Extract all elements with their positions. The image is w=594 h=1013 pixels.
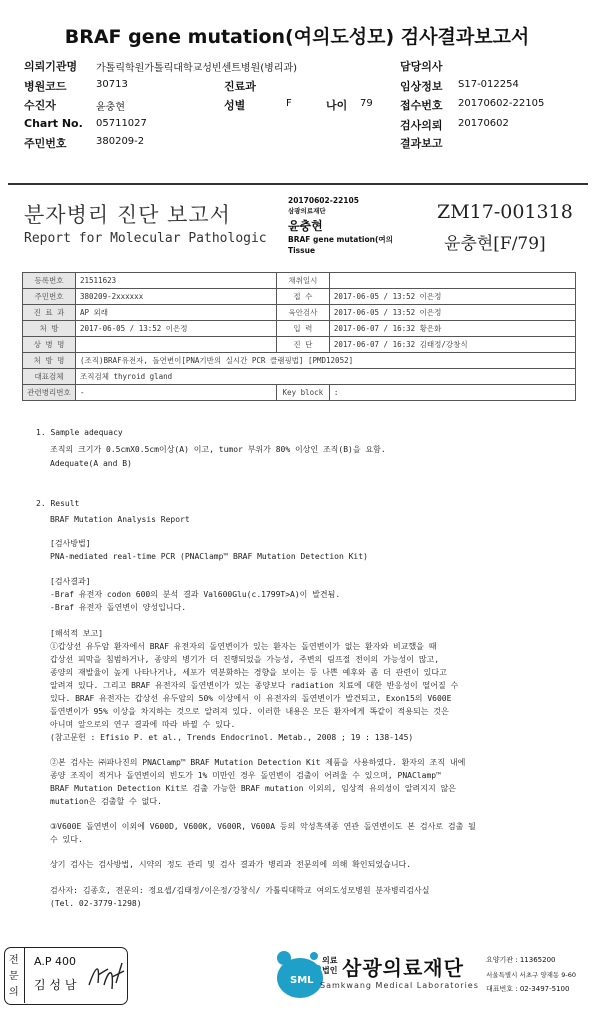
table-cell: 2017-06-05 / 13:52 이은정	[76, 321, 277, 337]
body-line: 갑상선 피막을 침범하거나, 종양의 병기가 더 진행되었을 가능성, 주변의 림프절 전이의 가능성이 많고,	[50, 655, 440, 664]
header-value: 20170602	[458, 118, 509, 129]
table-cell: :	[329, 385, 575, 401]
body-line: 수 있다.	[50, 835, 83, 844]
table-row	[23, 353, 576, 369]
header-label: 성별	[224, 99, 246, 112]
subsection-heading: [검사방법]	[50, 539, 91, 548]
subsection-heading: [검사결과]	[50, 577, 91, 586]
body-line: ①갑상선 유두암 환자에서 BRAF 유전자의 돌연변이가 있는 환자는 돌연변이가 없는 환자와 비교했을 때	[50, 642, 437, 651]
table-row	[23, 337, 576, 353]
table-cell: 2017-06-07 / 16:32 황은화	[329, 321, 575, 337]
header-label: 임상정보	[400, 80, 443, 93]
stamp-side-char: 문	[9, 971, 19, 982]
stamp-side-char: 의	[9, 987, 19, 998]
body-line: 상기 검사는 검사방법, 시약의 정도 관리 및 검사 결과가 병리과 전문의에 의해 확인되었습니다.	[50, 860, 412, 869]
body-line: -Braf 유전자 돌연변이 양성입니다.	[50, 603, 187, 612]
table-label: Key block	[276, 385, 329, 401]
sticker-line: 윤충현	[288, 219, 323, 233]
zm-number: ZM17-001318	[437, 201, 573, 223]
table-label: 진 료 과	[23, 305, 76, 321]
header-label: 결과보고	[400, 137, 443, 150]
header-value: 05711027	[96, 118, 147, 129]
header-value: 가톨릭학원가톨릭대학교성빈센트병원(병리과)	[96, 63, 298, 74]
header-label: 접수번호	[400, 99, 443, 112]
body-line: BRAF Mutation Detection Kit로 검출 가능한 BRAF mutation 이외의, 임상적 유의성이 알려지지 않은	[50, 784, 457, 793]
patient-info-table	[22, 272, 576, 401]
header-label: 의뢰기관명	[24, 60, 78, 73]
header-value: F	[286, 98, 292, 109]
header-value: S17-012254	[458, 79, 519, 90]
table-cell: 380209-2xxxxxx	[76, 289, 277, 305]
header-label: 검사의뢰	[400, 119, 443, 132]
body-line: BRAF Mutation Analysis Report	[50, 515, 190, 524]
report-header-title: BRAF gene mutation(여의도성모) 검사결과보고서	[64, 26, 530, 48]
org-prefix: 법인	[322, 966, 338, 975]
body-line: 종양의 재발율이 높게 나타나거나, 세포가 역분화하는 경향을 보이는 등 나쁜 예후와 좀 더 관련이 있다고	[50, 668, 447, 677]
header-label: 병원코드	[24, 80, 67, 93]
body-line: ②본 검사는 ㈜파나진의 PNAClamp™ BRAF Mutation Detection Kit 제품을 사용하였다. 환자의 조직 내에	[50, 758, 466, 767]
table-label: 등록번호	[23, 273, 76, 289]
report-title-english: Report for Molecular Pathologic	[24, 231, 267, 246]
table-cell: AP 외래	[76, 305, 277, 321]
table-label: 채취일시	[276, 273, 329, 289]
header-value: 윤충현	[96, 102, 125, 113]
header-value: 380209-2	[96, 136, 145, 147]
table-label: 상 병 명	[23, 337, 76, 353]
table-row	[23, 321, 576, 337]
sticker-line: 삼광의료재단	[288, 207, 326, 215]
examiner-line: 검사자: 김종호, 전문의: 정요셉/김태정/이은정/강창식/ 가톨릭대학교 여의도성모병원 분자병리검사실	[50, 886, 430, 895]
org-address: 서울특별시 서초구 양재동 9-60	[486, 971, 577, 979]
patient-tag: 윤충현[F/79]	[444, 234, 546, 254]
table-cell	[76, 337, 277, 353]
header-label: 수진자	[24, 99, 56, 112]
table-cell: 2017-06-07 / 16:32 김태정/강창식	[329, 337, 575, 353]
header-label: 담당의사	[400, 60, 443, 73]
table-label: 처 방	[23, 321, 76, 337]
body-line: -Braf 유전자 codon 600의 분석 결과 Val600Glu(c.1799T>A)이 발견됨.	[50, 590, 341, 599]
body-line: 돌연변이가 95% 이상을 차지하는 것으로 알려져 있다. 이러한 내용은 모든 환자에게 똑같이 적용되는 것은	[50, 707, 449, 716]
table-row	[23, 385, 576, 401]
table-label: 입 력	[276, 321, 329, 337]
header-value: 20170602-22105	[458, 98, 545, 109]
table-cell: 2017-06-05 / 13:52 이은정	[329, 289, 575, 305]
body-line: mutation은 검출할 수 없다.	[50, 797, 162, 806]
header-label: 나이	[326, 99, 348, 112]
body-line: 조직의 크기가 0.5cmX0.5cm이상(A) 이고, tumor 부위가 80% 이상인 조직(B)을 요함.	[50, 445, 386, 454]
table-label: 접 수	[276, 289, 329, 305]
org-registration: 요양기관 : 11365200	[486, 956, 556, 964]
org-prefix: 의료	[322, 956, 338, 965]
stamp-side-char: 전	[9, 955, 19, 966]
stamp-code: A.P 400	[34, 955, 76, 968]
body-line: (참고문헌 : Efisio P. et al., Trends Endocrinol. Metab., 2008 ; 19 : 138-145)	[50, 733, 414, 742]
table-row	[23, 289, 576, 305]
table-row	[23, 369, 576, 385]
header-label: 진료과	[224, 80, 256, 93]
logo-text: SML	[290, 975, 314, 986]
table-cell: 2017-06-05 / 13:52 이은정	[329, 305, 575, 321]
header-label: Chart No.	[24, 117, 83, 130]
org-name: 삼광의료재단	[342, 956, 464, 980]
table-cell: (조직)BRAF유전자, 돌연변이[PNA기반의 실시간 PCR 클램핑법] [PMD12052]	[76, 353, 576, 369]
sticker-line: BRAF gene mutation(여의	[288, 235, 393, 244]
table-cell	[329, 273, 575, 289]
sticker-line: 20170602-22105	[288, 196, 359, 205]
header-label: 주민번호	[24, 137, 67, 150]
body-line: 종양 조직이 적거나 돌연변이의 빈도가 1% 미만인 경우 돌연변이 검출이 어려울 수 있으며, PNAClamp™	[50, 771, 441, 780]
table-label: 주민번호	[23, 289, 76, 305]
org-tel: 대표번호 : 02-3497-5100	[486, 985, 570, 993]
examiner-tel: (Tel. 02-3779-1298)	[50, 899, 142, 908]
table-cell: -	[76, 385, 277, 401]
body-line: ③V600E 돌연변이 이외에 V600D, V600K, V600R, V600A 등의 악성흑색종 연관 돌연변이도 본 검사로 검출 될	[50, 822, 476, 831]
section-title: 1. Sample adequacy	[36, 428, 123, 437]
section-title: 2. Result	[36, 499, 80, 508]
scan-divider	[8, 183, 588, 185]
table-label: 육안검사	[276, 305, 329, 321]
table-cell: 21511623	[76, 273, 277, 289]
table-row	[23, 305, 576, 321]
sticker-line: Tissue	[288, 246, 316, 255]
table-label: 대표검체	[23, 369, 76, 385]
table-label: 관련병리번호	[23, 385, 76, 401]
table-row	[23, 273, 576, 289]
table-label: 처 방 명	[23, 353, 76, 369]
table-label: 진 단	[276, 337, 329, 353]
body-line: 아니며 앞으로의 연구 결과에 따라 바뀔 수 있다.	[50, 720, 236, 729]
subsection-heading: [해석적 보고]	[50, 629, 104, 638]
body-line: Adequate(A and B)	[50, 459, 132, 468]
table-cell: 조직검체 thyroid gland	[76, 369, 576, 385]
stamp-name: 김 성 남	[34, 978, 77, 992]
report-title-korean: 분자병리 진단 보고서	[24, 203, 231, 227]
body-line: 있다. BRAF 유전자는 갑상선 유두암의 50% 이상에서 이 유전자의 돌연변이가 발견되고, Exon15의 V600E	[50, 694, 452, 703]
body-line: PNA-mediated real-time PCR (PNAClamp™ BRAF Mutation Detection Kit)	[50, 552, 368, 561]
header-value: 30713	[96, 79, 128, 90]
signature-icon	[86, 955, 126, 997]
body-line: 알려져 있다. 그리고 BRAF 유전자의 돌연변이가 있는 종양보다 radiation 치료에 대한 반응성이 떨어질 수	[50, 681, 459, 690]
sml-logo-icon	[270, 948, 324, 1000]
header-value: 79	[360, 98, 373, 109]
org-english: Samkwang Medical Laboratories	[320, 981, 479, 990]
